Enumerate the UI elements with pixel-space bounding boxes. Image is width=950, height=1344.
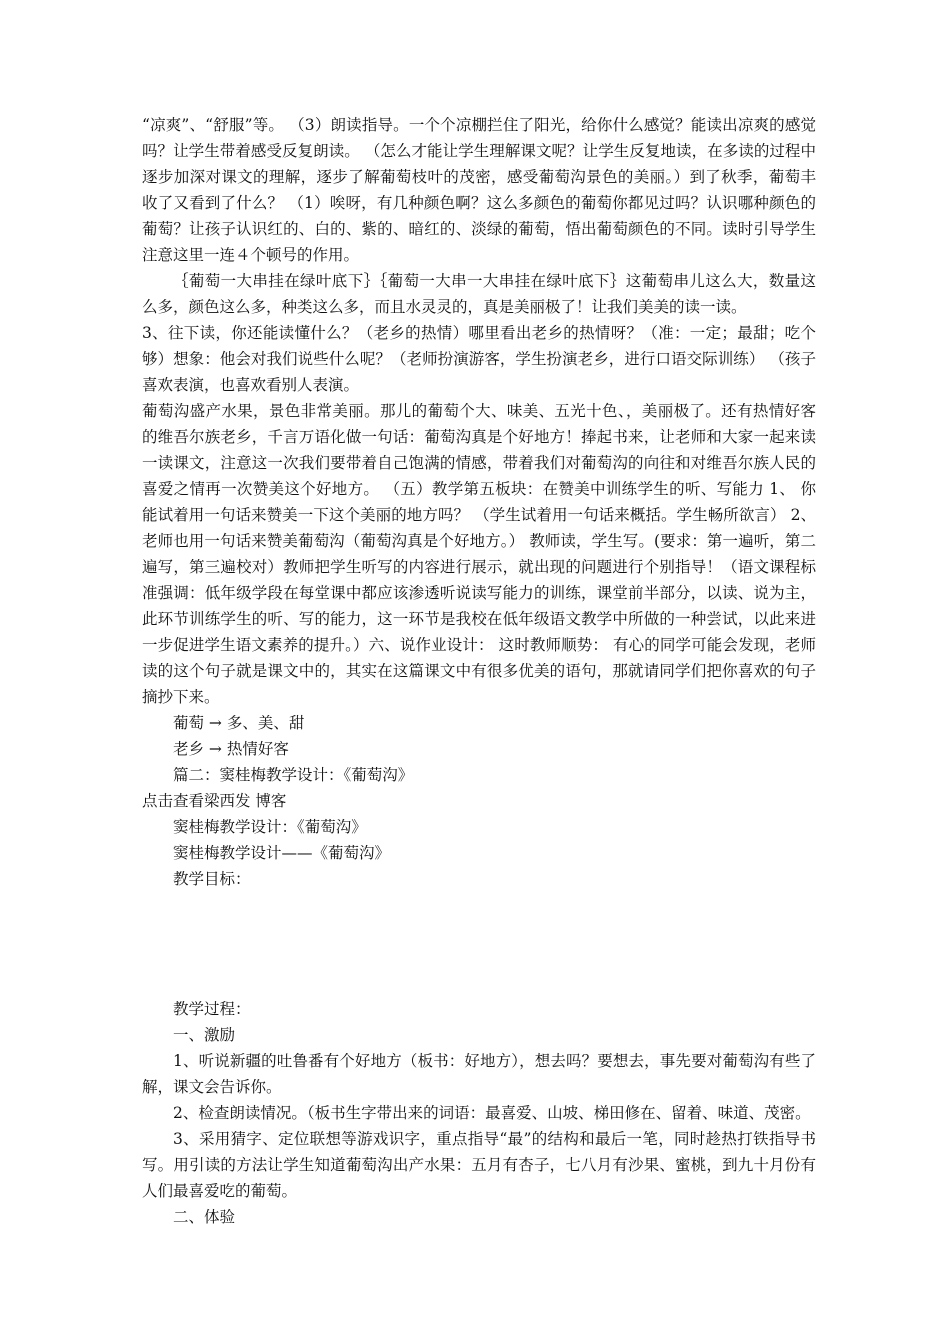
paragraph-hospitality: 3、往下读，你还能读懂什么？（老乡的热情）哪里看出老乡的热情呀？（准：一定；最甜；吃个够）想象：他会对我们说些什么呢？（老师扮演游客，学生扮演老乡，进行口语交际训练） （孩子喜欢表演，也喜欢看别人表演。 (142, 324, 816, 394)
document-page (142, 112, 816, 1230)
heading-motivation: 一、激励 (173, 1026, 236, 1044)
step-1: 1、听说新疆的吐鲁番有个好地方（板书：好地方），想去吗？要想去，事先要对葡萄沟有些了解，课文会告诉你。 (142, 1052, 816, 1096)
board-note-grapes: 葡萄 → 多、美、甜 (173, 714, 305, 732)
design-title-2: 窦桂梅教学设计——《葡萄沟》 (173, 844, 391, 862)
blank-space (142, 892, 816, 996)
step-2: 2、检查朗读情况。（板书生字带出来的词语：最喜爱、山坡、梯田修在、留着、味道、茂密。 (173, 1104, 811, 1122)
heading-teaching-process: 教学过程： (173, 1000, 251, 1018)
heading-experience: 二、体验 (173, 1208, 236, 1226)
paragraph-grape-clusters: ｛葡萄一大串挂在绿叶底下｝｛葡萄一大串一大串挂在绿叶底下｝这葡萄串儿这么大，数量这么多，颜色这么多，种类这么多，而且水灵灵的，真是美丽极了！让我们美美的读一读。 (142, 272, 816, 316)
paragraph-praise-training: 葡萄沟盛产水果，景色非常美丽。那儿的葡萄个大、味美、五光十色、，美丽极了。还有热情好客的维吾尔族老乡，千言万语化做一句话：葡萄沟真是个好地方！捧起书来，让老师和大家一起来读一读课文，注意这一次我们要带着自己饱满的情感，带着我们对葡萄沟的向往和对维吾尔族人民的喜爱之情再一次赞美这个好地方。 （五）教学第五板块：在赞美中训练学生的听、写能力 1、 你能试着用一句话来赞美一下这个美丽的地方吗？ （学生试着用一句话来概括。学生畅所欲言） 2、老师也用一句话来赞美葡萄沟（葡萄沟真是个好地方。） 教师读，学生写。(要求：第一遍听，第二遍写，第三遍校对）教师把学生听写的内容进行展示，就出现的问题进行个别指导！（语文课程标准强调：低年级学段在每堂课中都应该渗透听说读写能力的训练，课堂前半部分，以读、说为主，此环节训练学生的听、写的能力，这一环节是我校在低年级语文教学中所做的一种尝试，以此来进一步促进学生语文素养的提升。）六、说作业设计： 这时教师顺势： 有心的同学可能会发现，老师读的这个句子就是课文中的，其实在这篇课文中有很多优美的语句，那就请同学们把你喜欢的句子摘抄下来。 (142, 402, 817, 706)
section-title-part-two: 篇二：窦桂梅教学设计：《葡萄沟》 (173, 766, 414, 784)
design-title-1: 窦桂梅教学设计：《葡萄沟》 (173, 818, 367, 836)
paragraph-reading-guidance: “凉爽”、“舒服”等。 （3）朗读指导。一个个凉棚拦住了阳光，给你什么感觉？能读出凉爽的感觉吗？让学生带着感受反复朗读。 （怎么才能让学生理解课文呢？让学生反复地读，在多读的过程中逐步加深对课文的理解，逐步了解葡萄枝叶的茂密，感受葡萄沟景色的美丽。）到了秋季，葡萄丰收了又看到了什么？ （1）唉呀，有几种颜色啊？这么多颜色的葡萄你都见过吗？认识哪种颜色的葡萄？让孩子认识红的、白的、紫的、暗红的、淡绿的葡萄，悟出葡萄颜色的不同。读时引导学生注意这里一连４个顿号的作用。 (142, 116, 816, 264)
board-note-villagers: 老乡 → 热情好客 (173, 740, 289, 758)
heading-teaching-goals: 教学目标： (173, 870, 251, 888)
step-3: 3、采用猜字、定位联想等游戏识字，重点指导“最”的结构和最后一笔，同时趁热打铁指导书写。用引读的方法让学生知道葡萄沟出产水果：五月有杏子，七八月有沙果、蜜桃，到九十月份有人们最喜爱吃的葡萄。 (142, 1130, 816, 1200)
blog-link[interactable]: 点击查看梁西发 博客 (142, 792, 287, 810)
